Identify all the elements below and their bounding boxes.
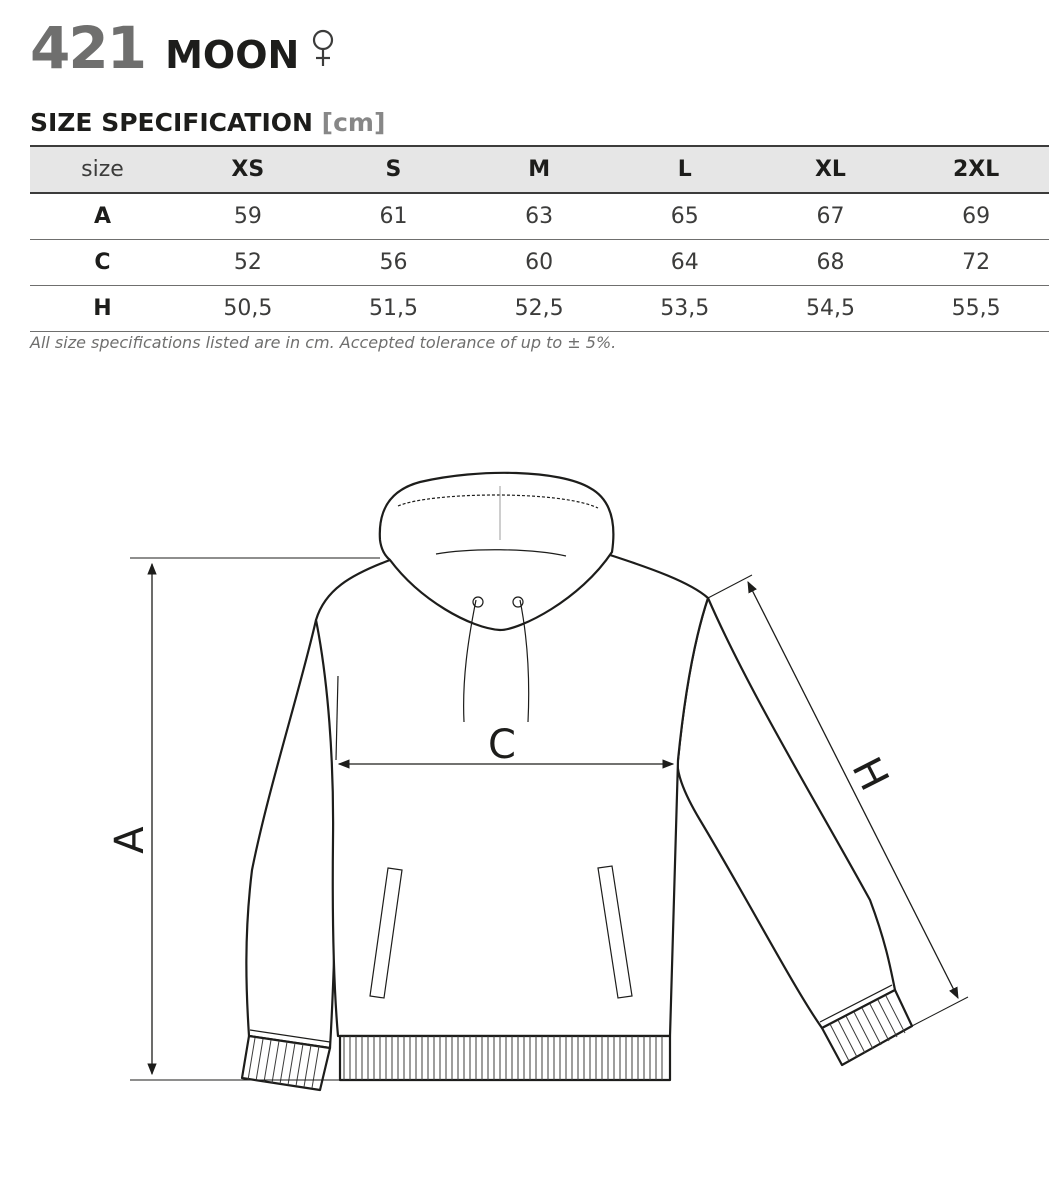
table-cell: 69 xyxy=(903,193,1049,240)
table-cell: 53,5 xyxy=(612,286,758,332)
size-col-xs: XS xyxy=(175,146,321,193)
dimension-h-label: H xyxy=(842,750,898,798)
section-unit: [cm] xyxy=(321,108,386,137)
table-cell: 68 xyxy=(758,240,904,286)
size-col-xl: XL xyxy=(758,146,904,193)
table-cell: 63 xyxy=(466,193,612,240)
table-cell: 60 xyxy=(466,240,612,286)
table-cell: 52 xyxy=(175,240,321,286)
row-label-c: C xyxy=(30,240,175,286)
row-label-a: A xyxy=(30,193,175,240)
model-code: 421 xyxy=(30,14,146,82)
tolerance-note: All size specifications listed are in cm. Accepted tolerance of up to ± 5%. xyxy=(30,333,617,352)
size-col-s: S xyxy=(321,146,467,193)
row-header-label: size xyxy=(30,146,175,193)
table-cell: 72 xyxy=(903,240,1049,286)
size-col-l: L xyxy=(612,146,758,193)
size-col-m: M xyxy=(466,146,612,193)
table-cell: 52,5 xyxy=(466,286,612,332)
section-title-text: SIZE SPECIFICATION xyxy=(30,108,313,137)
model-name: MOON xyxy=(165,33,300,77)
dimension-a-label: A xyxy=(107,826,153,854)
table-cell: 55,5 xyxy=(903,286,1049,332)
table-cell: 61 xyxy=(321,193,467,240)
table-cell: 59 xyxy=(175,193,321,240)
size-col-2xl: 2XL xyxy=(903,146,1049,193)
table-cell: 54,5 xyxy=(758,286,904,332)
table-cell: 64 xyxy=(612,240,758,286)
table-cell: 67 xyxy=(758,193,904,240)
dimension-c-label: C xyxy=(488,722,516,768)
table-cell: 50,5 xyxy=(175,286,321,332)
table-cell: 56 xyxy=(321,240,467,286)
table-cell: 65 xyxy=(612,193,758,240)
table-cell: 51,5 xyxy=(321,286,467,332)
row-label-h: H xyxy=(30,286,175,332)
hoodie-outline xyxy=(242,473,912,1090)
